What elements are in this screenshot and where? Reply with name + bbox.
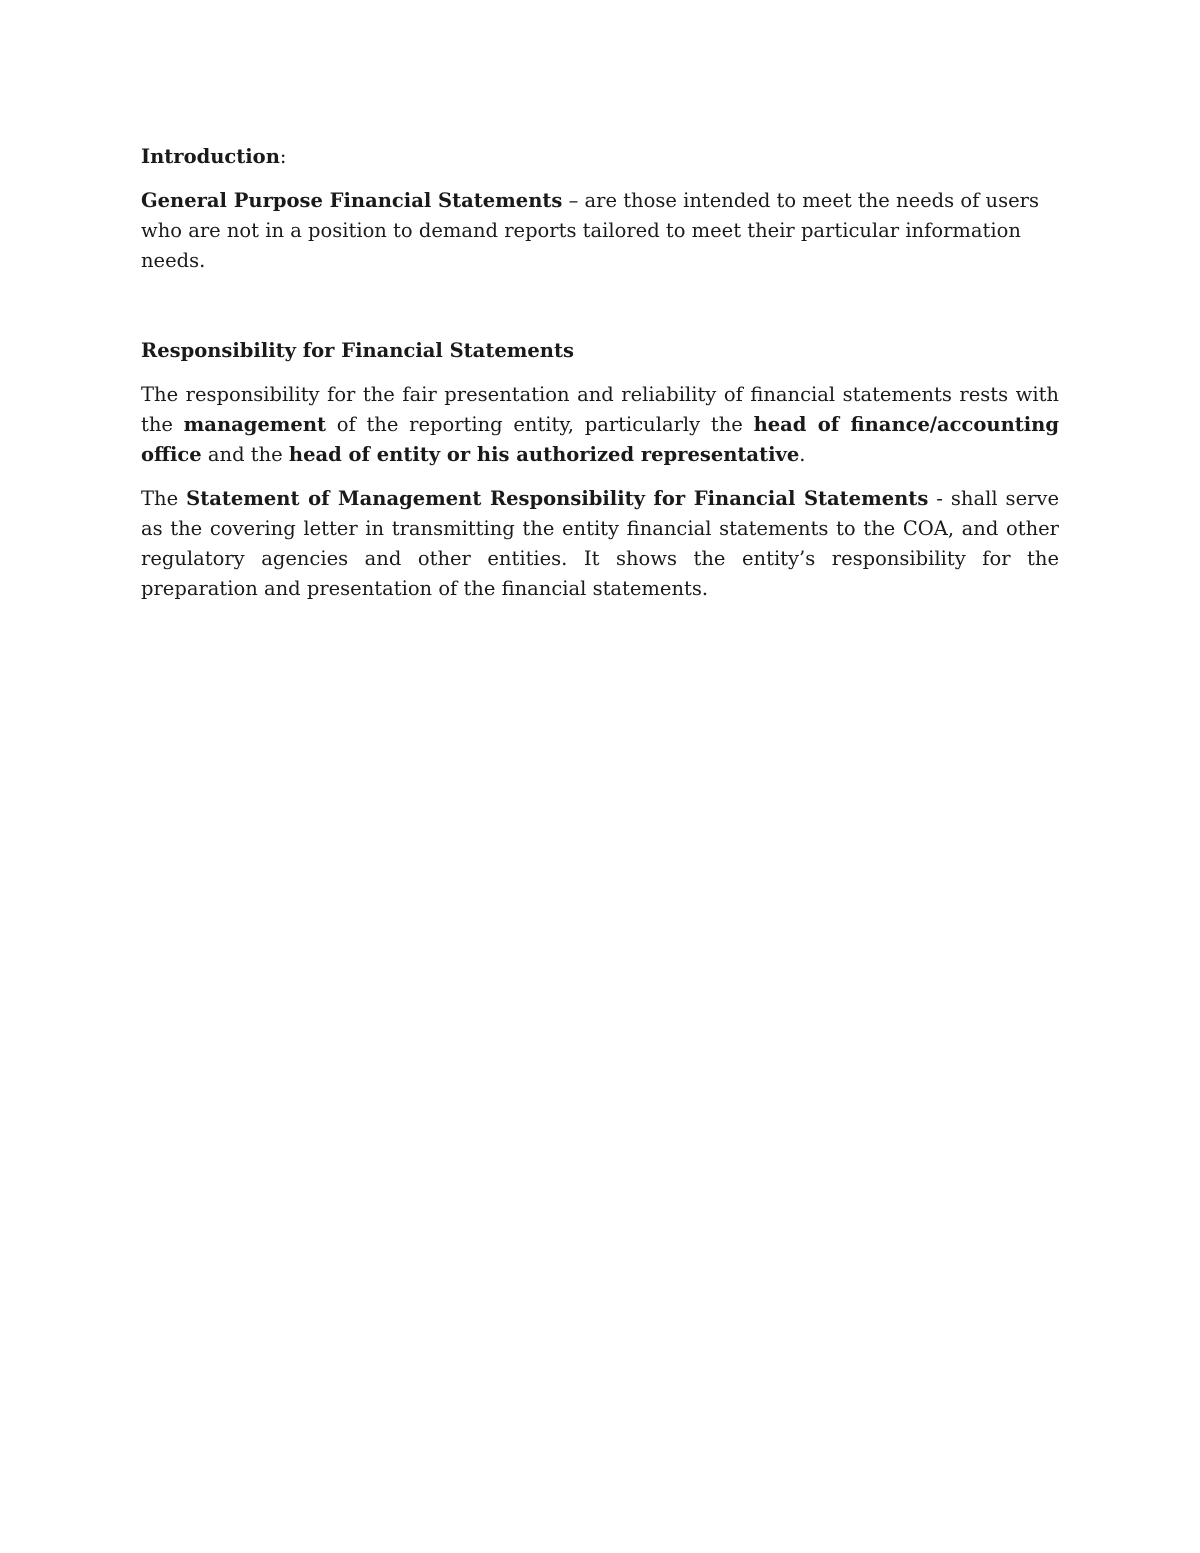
responsibility-paragraph xyxy=(141,380,1059,470)
responsibility-text-4: . xyxy=(799,443,806,466)
management-term: management xyxy=(183,413,327,436)
introduction-heading-colon: : xyxy=(279,145,287,168)
gpfs-definition: – are those intended to meet the needs of users who are not in a position to demand reports tailored to meet their particular information needs. xyxy=(141,189,1039,272)
smr-paragraph xyxy=(141,484,1059,604)
introduction-heading xyxy=(141,142,1059,172)
responsibility-heading: Responsibility for Financial Statements xyxy=(141,339,574,362)
head-of-finance-term: head of finance/accounting office xyxy=(141,413,1059,466)
smr-text-1: The xyxy=(141,487,187,510)
responsibility-text-3: and the xyxy=(201,443,289,466)
head-of-entity-term: head of entity or his authorized representative xyxy=(288,443,800,466)
responsibility-text-2: of the reporting entity, particularly the xyxy=(326,413,754,436)
document-body xyxy=(141,142,1059,604)
responsibility-text-1: The responsibility for the fair presentation and reliability of financial statements rests with the xyxy=(141,383,1059,436)
gpfs-definition-paragraph xyxy=(141,186,1059,276)
introduction-heading-text: Introduction xyxy=(141,145,280,168)
smr-term: Statement of Management Responsibility for Financial Statements xyxy=(186,487,929,510)
smr-text-2: - shall serve as the covering letter in transmitting the entity financial statements to the COA, and other regulatory agencies and other entities. It shows the entity’s responsibility for the preparation and presentation of the financial statements. xyxy=(141,487,1059,600)
gpfs-term: General Purpose Financial Statements xyxy=(141,189,563,212)
